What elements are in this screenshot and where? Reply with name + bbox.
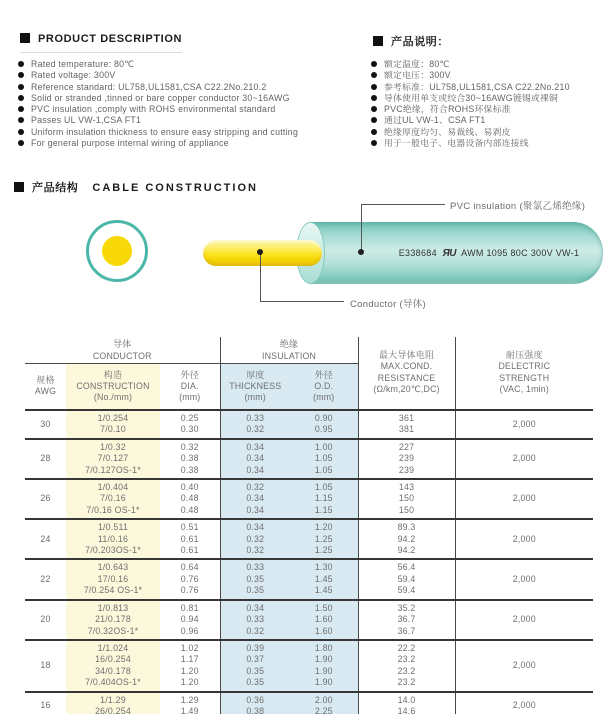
bullet-icon bbox=[18, 95, 24, 101]
leader-line bbox=[361, 204, 362, 252]
table-row-awg-30 bbox=[25, 410, 593, 439]
bullet-text: Uniform insulation thickness to ensure easy stripping and cutting bbox=[31, 126, 299, 137]
bullet-text: PVC绝缘，符合ROHS环保标准 bbox=[384, 104, 511, 115]
cell-resistance: 361 381 bbox=[358, 410, 455, 439]
bullet-icon bbox=[371, 95, 377, 101]
leader-line bbox=[260, 253, 261, 301]
leader-dot bbox=[257, 249, 263, 255]
cell-awg: 20 bbox=[25, 600, 66, 640]
cell-thickness: 0.33 0.35 0.35 bbox=[220, 559, 290, 599]
cell-dia: 0.32 0.38 0.38 bbox=[160, 439, 220, 479]
cell-dia: 0.51 0.61 0.61 bbox=[160, 519, 220, 559]
description-item bbox=[18, 104, 370, 115]
cell-strength: 2,000 bbox=[455, 600, 593, 640]
description-item bbox=[18, 70, 370, 81]
thickness-column-header: 厚度 THICKNESS (mm) bbox=[220, 364, 290, 411]
cell-construction: 1/1.024 16/0.254 34/0.178 7/0.404OS-1* bbox=[66, 640, 160, 692]
bullet-icon bbox=[18, 140, 24, 146]
cable-construction-title-en: CABLE CONSTRUCTION bbox=[92, 182, 258, 194]
bullet-text: Passes UL VW-1,CSA FT1 bbox=[31, 115, 142, 126]
cell-resistance: 56.4 59.4 59.4 bbox=[358, 559, 455, 599]
pvc-insulation-label: PVC insulation (聚氯乙烯绝缘) bbox=[450, 201, 586, 212]
cell-awg: 18 bbox=[25, 640, 66, 692]
table-group-header-row bbox=[25, 337, 593, 364]
bullet-icon bbox=[18, 117, 24, 123]
black-square-icon bbox=[20, 33, 30, 43]
bullet-icon bbox=[371, 84, 377, 90]
bullet-icon bbox=[371, 129, 377, 135]
cell-construction: 1/0.32 7/0.127 7/0.127OS-1* bbox=[66, 439, 160, 479]
conductor-label: Conductor (导体) bbox=[350, 299, 426, 310]
cell-construction: 1/0.254 7/0.10 bbox=[66, 410, 160, 439]
description-item-cn bbox=[371, 59, 603, 70]
cell-od: 1.80 1.90 1.90 1.90 bbox=[290, 640, 358, 692]
bullet-text: Solid or stranded ,tinned or bare copper conductor 30~16AWG bbox=[31, 92, 290, 103]
leader-dot bbox=[358, 249, 364, 255]
cell-strength: 2,000 bbox=[455, 519, 593, 559]
description-item bbox=[18, 115, 370, 126]
cell-dia: 0.64 0.76 0.76 bbox=[160, 559, 220, 599]
bullet-icon bbox=[18, 84, 24, 90]
cell-resistance: 14.0 14.6 bbox=[358, 692, 455, 714]
description-item-cn bbox=[371, 70, 603, 81]
leader-line bbox=[260, 301, 344, 302]
description-item bbox=[18, 127, 370, 138]
insulation-group-header: 绝缘 INSULATION bbox=[220, 337, 358, 364]
cell-resistance: 143 150 150 bbox=[358, 479, 455, 519]
table-row-awg-18 bbox=[25, 640, 593, 692]
cell-strength: 2,000 bbox=[455, 479, 593, 519]
table-row-awg-28 bbox=[25, 439, 593, 479]
cell-awg: 30 bbox=[25, 410, 66, 439]
cell-thickness: 0.34 0.32 0.32 bbox=[220, 519, 290, 559]
bullet-text: 导体使用单支或绞合30~16AWG镀锡或裸铜 bbox=[384, 92, 559, 103]
bullet-text: Rated voltage: 300V bbox=[31, 70, 116, 81]
bullet-icon bbox=[18, 129, 24, 135]
ul-recognized-mark-icon: ЯU bbox=[442, 248, 456, 259]
cell-od: 1.00 1.05 1.05 bbox=[290, 439, 358, 479]
table-row-awg-24 bbox=[25, 519, 593, 559]
cable-print-rating: AWM 1095 80C 300V VW-1 bbox=[461, 248, 580, 258]
cell-od: 2.00 2.25 bbox=[290, 692, 358, 714]
bullet-icon bbox=[371, 72, 377, 78]
product-description-title-text: PRODUCT DESCRIPTION bbox=[38, 33, 183, 45]
cell-construction: 1/0.404 7/0.16 7/0.16 OS-1* bbox=[66, 479, 160, 519]
cell-od: 1.50 1.60 1.60 bbox=[290, 600, 358, 640]
awg-column-header: 规格 AWG bbox=[25, 364, 66, 411]
bullet-text: PVC insulation ,comply with ROHS environmental standard bbox=[31, 104, 276, 115]
cell-dia: 0.25 0.30 bbox=[160, 410, 220, 439]
strength-column-header: 耐压强度 DELECTRIC STRENGTH (VAC, 1min) bbox=[455, 337, 593, 410]
spec-table bbox=[25, 337, 593, 714]
cell-od: 1.30 1.45 1.45 bbox=[290, 559, 358, 599]
cell-thickness: 0.39 0.37 0.35 0.35 bbox=[220, 640, 290, 692]
bullet-text: 通过UL VW-1、CSA FT1 bbox=[384, 115, 486, 126]
product-notes-cn-title-text: 产品说明： bbox=[391, 36, 449, 48]
cell-thickness: 0.32 0.34 0.34 bbox=[220, 479, 290, 519]
bullet-text: 额定电压：300V bbox=[384, 70, 451, 81]
cell-thickness: 0.36 0.38 bbox=[220, 692, 290, 714]
table-row-awg-16 bbox=[25, 692, 593, 714]
cell-thickness: 0.33 0.32 bbox=[220, 410, 290, 439]
leader-line bbox=[361, 204, 445, 205]
table-row-awg-26 bbox=[25, 479, 593, 519]
cable-construction-title bbox=[14, 179, 258, 195]
black-square-icon bbox=[373, 36, 383, 46]
cable-print-e-number: E338684 bbox=[398, 248, 437, 258]
description-item bbox=[18, 59, 370, 70]
product-description-title bbox=[20, 33, 182, 45]
cell-strength: 2,000 bbox=[455, 640, 593, 692]
description-item bbox=[18, 138, 370, 149]
bullet-text: 额定温度：80℃ bbox=[384, 59, 450, 69]
product-notes-cn-list bbox=[371, 59, 603, 149]
product-description-list bbox=[18, 59, 370, 149]
dia-column-header: 外径 DIA. (mm) bbox=[160, 364, 220, 411]
conductor-group-header: 导体 CONDUCTOR bbox=[25, 337, 220, 364]
bullet-text: 参考标准：UL758,UL1581,CSA C22.2No.210 bbox=[384, 81, 570, 92]
description-item-cn bbox=[371, 138, 603, 149]
description-item bbox=[18, 82, 370, 93]
cell-resistance: 22.2 23.2 23.2 23.2 bbox=[358, 640, 455, 692]
cell-construction: 1/0.813 21/0.178 7/0.32OS-1* bbox=[66, 600, 160, 640]
bullet-text: 用于一般电子、电器设备内部连接线 bbox=[384, 138, 529, 149]
bullet-icon bbox=[371, 61, 377, 67]
cell-resistance: 89.3 94.2 94.2 bbox=[358, 519, 455, 559]
cell-dia: 0.81 0.94 0.96 bbox=[160, 600, 220, 640]
bullet-text: 绝缘厚度均匀、易裁线、易剥皮 bbox=[384, 126, 511, 137]
bullet-text: Reference standard: UL758,UL1581,CSA C22.2No.210.2 bbox=[31, 81, 267, 92]
description-item-cn bbox=[371, 127, 603, 138]
cell-od: 0.90 0.95 bbox=[290, 410, 358, 439]
title-divider bbox=[20, 52, 182, 53]
description-item-cn bbox=[371, 93, 603, 104]
spec-table-body bbox=[25, 410, 593, 714]
bullet-icon bbox=[18, 106, 24, 112]
cell-dia: 0.40 0.48 0.48 bbox=[160, 479, 220, 519]
cell-thickness: 0.34 0.34 0.34 bbox=[220, 439, 290, 479]
cell-dia: 1.02 1.17 1.20 1.20 bbox=[160, 640, 220, 692]
bullet-text: Rated temperature: 80℃ bbox=[31, 59, 135, 69]
cell-awg: 22 bbox=[25, 559, 66, 599]
bullet-icon bbox=[371, 140, 377, 146]
cable-construction-title-cn: 产品结构 bbox=[32, 182, 79, 194]
bullet-icon bbox=[371, 117, 377, 123]
cell-resistance: 35.2 36.7 36.7 bbox=[358, 600, 455, 640]
cable-cross-section bbox=[86, 220, 148, 282]
cell-awg: 24 bbox=[25, 519, 66, 559]
description-item-cn bbox=[371, 82, 603, 93]
description-item bbox=[18, 93, 370, 104]
description-item-cn bbox=[371, 115, 603, 126]
cell-awg: 16 bbox=[25, 692, 66, 714]
cell-strength: 2,000 bbox=[455, 692, 593, 714]
cell-od: 1.20 1.25 1.25 bbox=[290, 519, 358, 559]
construction-column-header: 构造 CONSTRUCTION (No./mm) bbox=[66, 364, 160, 411]
cell-strength: 2,000 bbox=[455, 559, 593, 599]
resistance-column-header: 最大导体电阻 MAX.COND. RESISTANCE (Ω/km,20℃,DC) bbox=[358, 337, 455, 410]
product-notes-cn-title bbox=[373, 33, 449, 49]
cell-strength: 2,000 bbox=[455, 410, 593, 439]
cell-od: 1.05 1.15 1.15 bbox=[290, 479, 358, 519]
table-row-awg-20 bbox=[25, 600, 593, 640]
table-row-awg-22 bbox=[25, 559, 593, 599]
cell-dia: 1.29 1.49 bbox=[160, 692, 220, 714]
cell-construction: 1/1.29 26/0.254 bbox=[66, 692, 160, 714]
cell-thickness: 0.34 0.33 0.32 bbox=[220, 600, 290, 640]
bullet-icon bbox=[18, 61, 24, 67]
description-item-cn bbox=[371, 104, 603, 115]
bullet-text: For general purpose internal wiring of appliance bbox=[31, 138, 229, 149]
cell-construction: 1/0.511 11/0.16 7/0.203OS-1* bbox=[66, 519, 160, 559]
cell-construction: 1/0.643 17/0.16 7/0.254 OS-1* bbox=[66, 559, 160, 599]
black-square-icon bbox=[14, 182, 24, 192]
cell-awg: 28 bbox=[25, 439, 66, 479]
od-column-header: 外径 O.D. (mm) bbox=[290, 364, 358, 411]
bullet-icon bbox=[18, 72, 24, 78]
cell-resistance: 227 239 239 bbox=[358, 439, 455, 479]
cell-strength: 2,000 bbox=[455, 439, 593, 479]
cell-awg: 26 bbox=[25, 479, 66, 519]
bullet-icon bbox=[371, 106, 377, 112]
cable-print-text bbox=[383, 248, 595, 259]
cross-section-conductor-core bbox=[102, 236, 132, 266]
